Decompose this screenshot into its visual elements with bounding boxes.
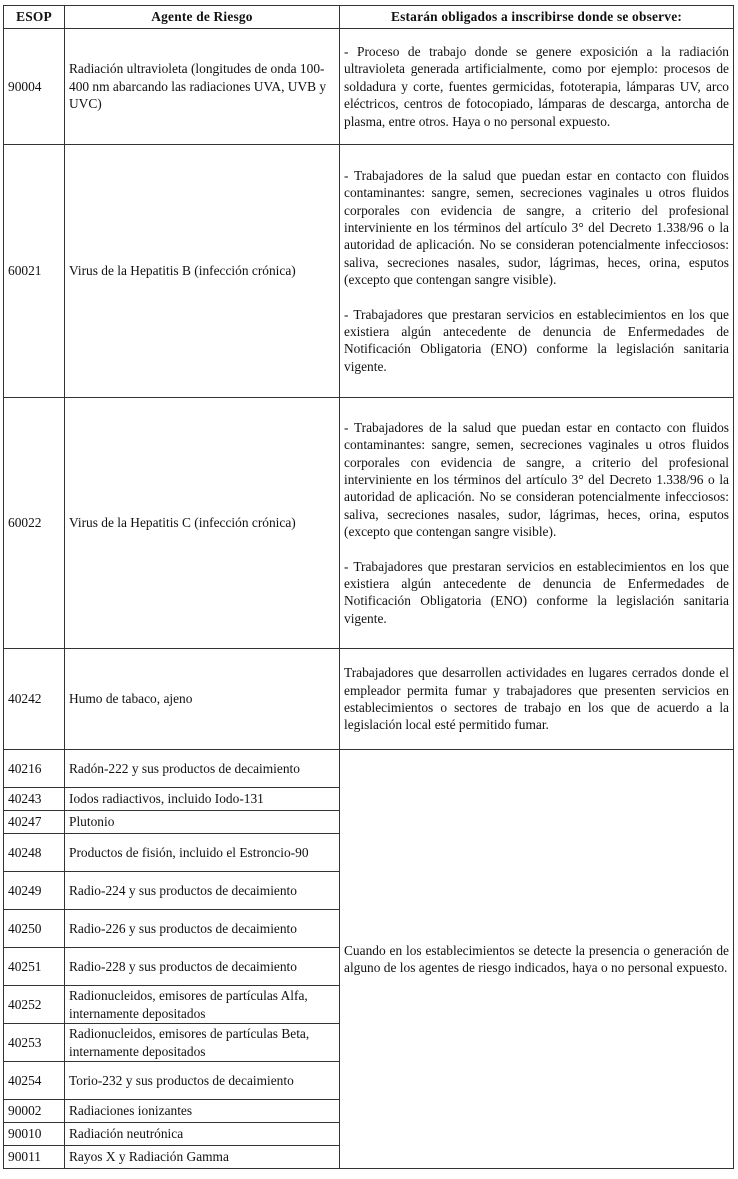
obligation-paragraph: - Trabajadores que prestaran servicios en establecimientos en los que existiera algún antecedente de denuncia de Enfermedades de Notificación Obligatoria (ENO) conforme la legislación sanitaria vigente. [344, 306, 729, 374]
risk-agent: Radio-224 y sus productos de decaimiento [65, 872, 340, 910]
risk-agent: Radio-228 y sus productos de decaimiento [65, 948, 340, 986]
risk-agent: Radionucleidos, emisores de partículas Beta, internamente depositados [65, 1024, 340, 1062]
table-row [4, 145, 734, 398]
risk-agent: Radiaciones ionizantes [65, 1100, 340, 1123]
obligation-paragraph: - Proceso de trabajo donde se genere exposición a la radiación ultravioleta generada artificialmente, como por ejemplo: procesos de soldadura y corte, fuentes germicidas, fototerapia, lámparas UV, arco eléctricos, centros de fotocopiado, lámparas de descarga, antorcha de plasma, entre otros. Haya o no personal expuesto. [344, 43, 729, 129]
risk-agent: Rayos X y Radiación Gamma [65, 1146, 340, 1169]
risk-agent: Radiación neutrónica [65, 1123, 340, 1146]
risk-agent: Plutonio [65, 811, 340, 834]
esop-code: 40247 [4, 811, 65, 834]
esop-code: 40252 [4, 986, 65, 1024]
table-row [4, 29, 734, 145]
esop-code: 40254 [4, 1062, 65, 1100]
esop-code: 40249 [4, 872, 65, 910]
esop-code: 60021 [4, 145, 65, 398]
esop-code: 40216 [4, 750, 65, 788]
obligation-paragraph: - Trabajadores que prestaran servicios en establecimientos en los que existiera algún antecedente de denuncia de Enfermedades de Notificación Obligatoria (ENO) conforme la legislación sanitaria vigente. [344, 558, 729, 626]
table-header-row [4, 6, 734, 29]
table-row [4, 750, 734, 788]
esop-code: 40251 [4, 948, 65, 986]
table-row [4, 649, 734, 750]
obligation-paragraph: - Trabajadores de la salud que puedan estar en contacto con fluidos contaminantes: sangre, semen, secreciones vaginales u otros fluidos corporales con evidencia de sangre, a criterio del profesional interviniente en los términos del artículo 3° del Decreto 1.338/96 o la autoridad de aplicación. No se consideran potencialmente infecciosos: saliva, secreciones nasales, sudor, lágrimas, heces, orina, esputos (excepto que contengan sangre visible). [344, 419, 729, 540]
risk-agents-table [3, 5, 734, 1169]
esop-code: 90010 [4, 1123, 65, 1146]
header-obligation: Estarán obligados a inscribirse donde se observe: [340, 6, 734, 29]
obligation-text [340, 145, 734, 398]
esop-code: 40250 [4, 910, 65, 948]
obligation-text [340, 649, 734, 750]
header-esop: ESOP [4, 6, 65, 29]
obligation-text [340, 398, 734, 649]
esop-code: 90002 [4, 1100, 65, 1123]
obligation-text [340, 29, 734, 145]
risk-agent: Radiación ultravioleta (longitudes de onda 100-400 nm abarcando las radiaciones UVA, UVB y UVC) [65, 29, 340, 145]
esop-code: 90004 [4, 29, 65, 145]
risk-agent: Radionucleidos, emisores de partículas Alfa, internamente depositados [65, 986, 340, 1024]
risk-agent: Virus de la Hepatitis B (infección crónica) [65, 145, 340, 398]
risk-agent: Virus de la Hepatitis C (infección crónica) [65, 398, 340, 649]
risk-agent: Humo de tabaco, ajeno [65, 649, 340, 750]
esop-code: 60022 [4, 398, 65, 649]
risk-agent: Torio-232 y sus productos de decaimiento [65, 1062, 340, 1100]
esop-code: 90011 [4, 1146, 65, 1169]
risk-agent: Productos de fisión, incluido el Estroncio-90 [65, 834, 340, 872]
esop-code: 40248 [4, 834, 65, 872]
header-agent: Agente de Riesgo [65, 6, 340, 29]
risk-agent: Radón-222 y sus productos de decaimiento [65, 750, 340, 788]
obligation-paragraph: Trabajadores que desarrollen actividades en lugares cerrados donde el empleador permita fumar y trabajadores que presenten servicios en establecimientos o sectores de trabajo en los que de acuerdo a la legislación local esté permitido fumar. [344, 665, 729, 733]
table-row [4, 398, 734, 649]
esop-code: 40242 [4, 649, 65, 750]
group-obligation-text: Cuando en los establecimientos se detecte la presencia o generación de alguno de los agentes de riesgo indicados, haya o no personal expuesto. [340, 750, 734, 1169]
esop-code: 40253 [4, 1024, 65, 1062]
risk-agent: Iodos radiactivos, incluido Iodo-131 [65, 788, 340, 811]
obligation-paragraph: - Trabajadores de la salud que puedan estar en contacto con fluidos contaminantes: sangre, semen, secreciones vaginales u otros fluidos corporales con evidencia de sangre, a criterio del profesional interviniente en los términos del artículo 3° del Decreto 1.338/96 o la autoridad de aplicación. No se consideran potencialmente infecciosos: saliva, secreciones nasales, sudor, lágrimas, heces, orina, esputos (excepto que contengan sangre visible). [344, 167, 729, 288]
risk-agent: Radio-226 y sus productos de decaimiento [65, 910, 340, 948]
esop-code: 40243 [4, 788, 65, 811]
